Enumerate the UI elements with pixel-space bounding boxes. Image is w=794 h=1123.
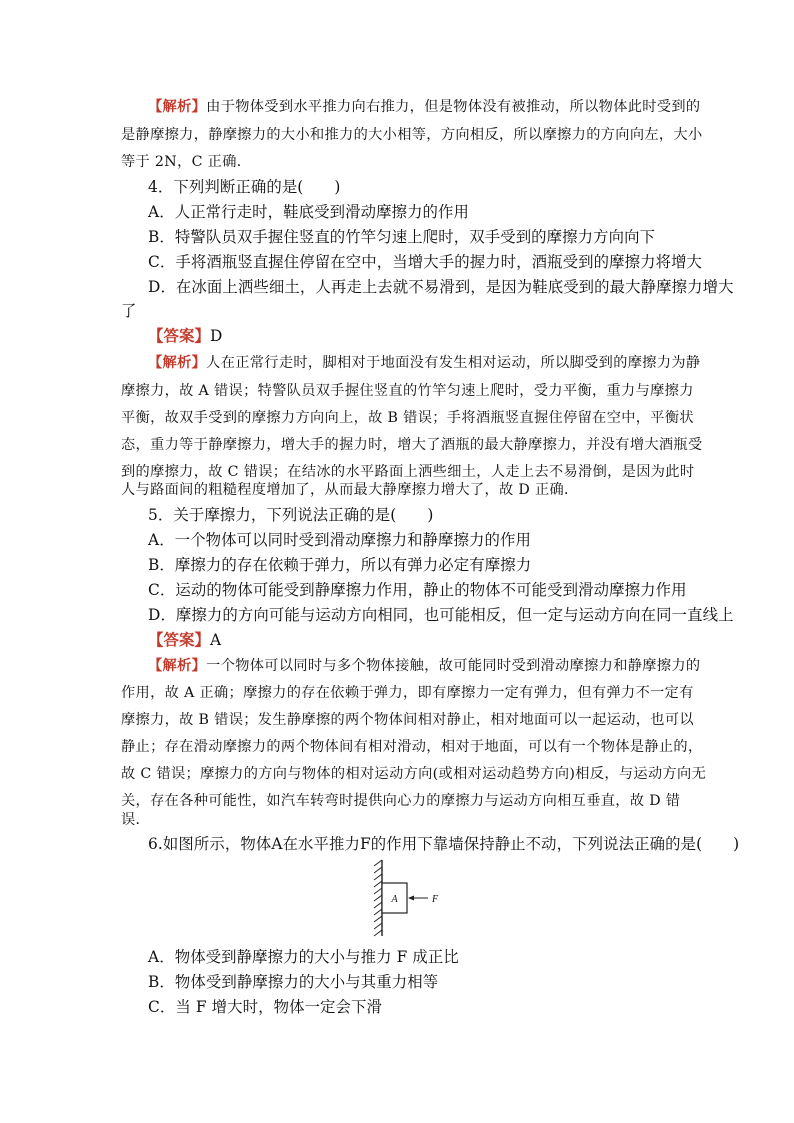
block-label: A — [391, 894, 398, 905]
question-5-option-d: D．摩擦力的方向可能与运动方向相同，也可能相反，但一定与运动方向在同一直线上 — [148, 606, 734, 624]
explanation-line: 【解析】由于物体受到水平推力向右推力，但是物体没有被推动，所以物体此时受到的 — [148, 99, 701, 115]
question-5-option-c: C．运动的物体可能受到静摩擦力作用，静止的物体不可能受到滑动摩擦力作用 — [148, 581, 687, 599]
question-6-option-a: A．物体受到静摩擦力的大小与推力 F 成正比 — [148, 948, 459, 966]
question-4-option-b: B．特警队员双手握住竖直的竹竿匀速上爬时，双手受到的摩擦力方向向下 — [148, 228, 656, 246]
explanation-line: 是静摩擦力，静摩擦力的大小和推力的大小相等，方向相反，所以摩擦力的方向向左，大小 — [121, 127, 703, 143]
question-6-option-c: C．当 F 增大时，物体一定会下滑 — [148, 998, 383, 1016]
explanation-line: 故 C 错误；摩擦力的方向与物体的相对运动方向(或相对运动趋势方向)相反，与运动方向无 — [121, 766, 707, 782]
explanation-line: 等于 2N，C 正确． — [121, 154, 252, 170]
explanation-line: 摩擦力，故 B 错误；发生静摩擦的两个物体间相对静止，相对地面可以一起运动，也可以 — [121, 712, 694, 728]
force-label: F — [432, 894, 439, 905]
question-4-option-d-cont: 了 — [121, 302, 137, 320]
explanation-line: 关，存在各种可能性，如汽车转弯时提供向心力的摩擦力与运动方向相互垂直，故 D 错 — [121, 793, 681, 809]
explanation-label: 【解析】 — [148, 658, 207, 674]
explanation-label: 【解析】 — [148, 355, 207, 371]
question-4-stem: 4．下列判断正确的是( ) — [148, 178, 341, 196]
question-5-answer: 【答案】A — [148, 631, 222, 649]
explanation-line: 静止；存在滑动摩擦力的两个物体间有相对滑动，相对于地面，可以有一个物体是静止的， — [121, 739, 703, 755]
question-4-option-a: A．人正常行走时，鞋底受到滑动摩擦力的作用 — [148, 203, 470, 221]
explanation-line: 误． — [121, 812, 151, 828]
question-4-answer: 【答案】D — [148, 327, 223, 345]
explanation-line: 态，重力等于静摩擦力，增大手的握力时，增大了酒瓶的最大静摩擦力，并没有增大酒瓶受 — [121, 437, 703, 453]
explanation-line: 人与路面间的粗糙程度增加了，从而最大静摩擦力增大了，故 D 正确． — [121, 482, 579, 498]
question-5-option-b: B．摩擦力的存在依赖于弹力，所以有弹力必定有摩擦力 — [148, 556, 532, 574]
question-5-stem: 5．关于摩擦力，下列说法正确的是( ) — [148, 506, 434, 524]
explanation-label: 【解析】 — [148, 99, 207, 115]
explanation-line: 到的摩擦力，故 C 错误；在结冰的水平路面上洒些细土，人走上去不易滑倒，是因为此时 — [121, 464, 695, 480]
question-6-stem: 6.如图所示，物体A在水平推力F的作用下靠墙保持静止不动，下列说法正确的是( ) — [148, 835, 740, 853]
explanation-line: 作用，故 A 正确；摩擦力的存在依赖于弹力，即有摩擦力一定有弹力，但有弹力不一定有 — [121, 685, 694, 701]
answer-label: 【答案】 — [148, 327, 210, 345]
explanation-line: 【解析】人在正常行走时，脚相对于地面没有发生相对运动，所以脚受到的摩擦力为静 — [148, 355, 701, 371]
wall-block-force-figure — [372, 858, 462, 938]
explanation-line: 摩擦力，故 A 错误；特警队员双手握住竖直的竹竿匀速上爬时，受力平衡，重力与摩擦力 — [121, 383, 694, 399]
question-5-option-a: A．一个物体可以同时受到滑动摩擦力和静摩擦力的作用 — [148, 531, 531, 549]
answer-label: 【答案】 — [148, 631, 210, 649]
explanation-line: 平衡，故双手受到的摩擦力方向向上，故 B 错误；手将酒瓶竖直握住停留在空中，平衡状 — [121, 410, 694, 426]
question-6-option-b: B．物体受到静摩擦力的大小与其重力相等 — [148, 973, 439, 991]
question-4-option-d: D．在冰面上洒些细土，人再走上去就不易滑到，是因为鞋底受到的最大静摩擦力增大 — [148, 278, 734, 296]
explanation-line: 【解析】一个物体可以同时与多个物体接触，故可能同时受到滑动摩擦力和静摩擦力的 — [148, 658, 701, 674]
question-4-option-c: C．手将酒瓶竖直握住停留在空中，当增大手的握力时，酒瓶受到的摩擦力将增大 — [148, 253, 703, 271]
